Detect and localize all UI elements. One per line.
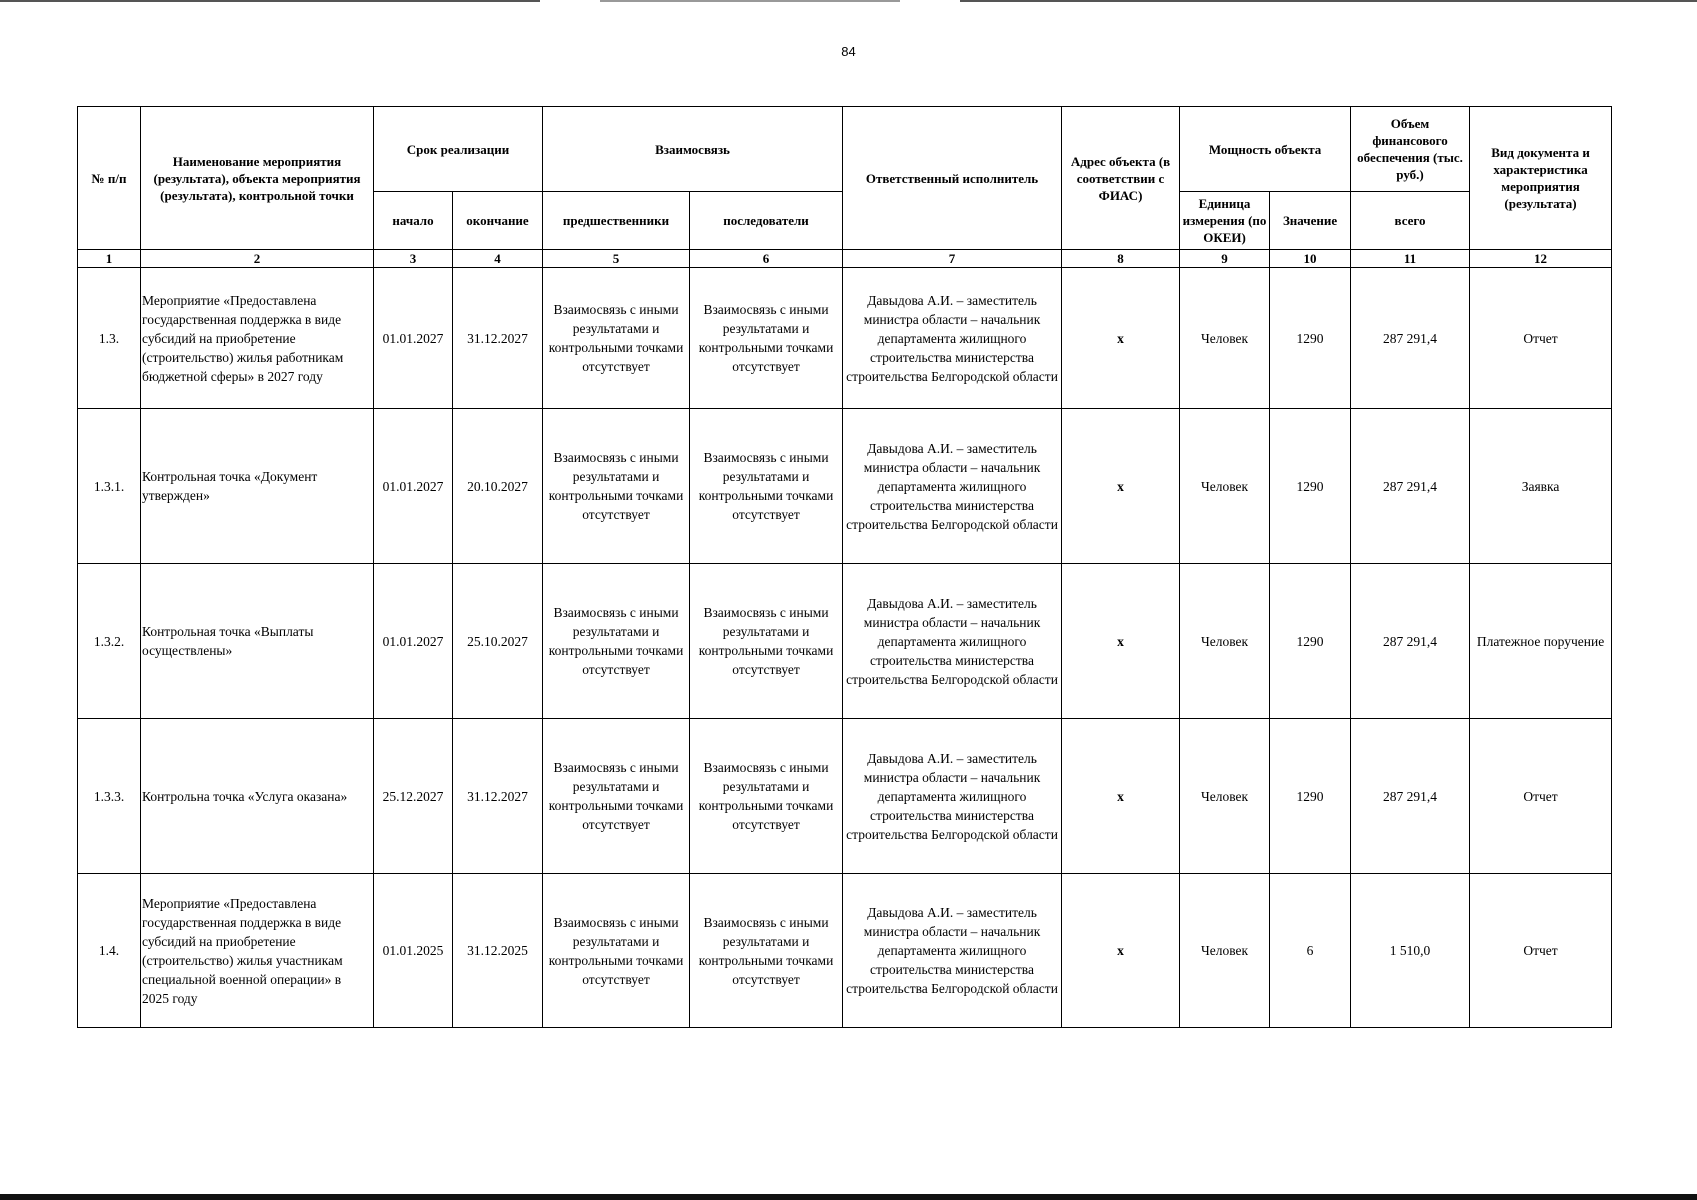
header-name: Наименование мероприятия (результата), объекта мероприятия (результата), контрольной точки <box>141 107 374 250</box>
cell-value: 1290 <box>1270 268 1351 409</box>
table-row <box>78 268 1612 409</box>
scan-top-edge-left <box>0 0 540 2</box>
cell-num: 1.3.2. <box>78 564 141 719</box>
column-number: 3 <box>374 250 453 268</box>
cell-unit: Человек <box>1180 564 1270 719</box>
page-number: 84 <box>841 44 856 59</box>
column-number: 7 <box>843 250 1062 268</box>
cell-value: 1290 <box>1270 564 1351 719</box>
cell-predecessors: Взаимосвязь с иными результатами и контрольными точками отсутствует <box>543 874 690 1028</box>
header-doc: Вид документа и характеристика мероприятия (результата) <box>1470 107 1612 250</box>
cell-unit: Человек <box>1180 409 1270 564</box>
header-capacity-unit: Единица измерения (по ОКЕИ) <box>1180 192 1270 250</box>
cell-responsible: Давыдова А.И. – заместитель министра области – начальник департамента жилищного строительства министерства строительства Белгородской области <box>843 874 1062 1028</box>
cell-successors: Взаимосвязь с иными результатами и контрольными точками отсутствует <box>690 719 843 874</box>
cell-num: 1.3.1. <box>78 409 141 564</box>
cell-num: 1.3.3. <box>78 719 141 874</box>
column-number: 6 <box>690 250 843 268</box>
table-row <box>78 564 1612 719</box>
table-row <box>78 409 1612 564</box>
header-relation-succ: последователи <box>690 192 843 250</box>
header-responsible: Ответственный исполнитель <box>843 107 1062 250</box>
cell-address: x <box>1062 719 1180 874</box>
cell-predecessors: Взаимосвязь с иными результатами и контрольными точками отсутствует <box>543 268 690 409</box>
cell-successors: Взаимосвязь с иными результатами и контрольными точками отсутствует <box>690 409 843 564</box>
scan-top-edge-right <box>960 0 1697 2</box>
table-row <box>78 874 1612 1028</box>
cell-address: x <box>1062 268 1180 409</box>
scan-top-edge-middle <box>600 0 900 2</box>
column-number: 5 <box>543 250 690 268</box>
cell-total: 287 291,4 <box>1351 719 1470 874</box>
cell-name: Контрольна точка «Услуга оказана» <box>141 719 374 874</box>
column-number: 12 <box>1470 250 1612 268</box>
header-capacity: Мощность объекта <box>1180 107 1351 192</box>
cell-doc: Отчет <box>1470 268 1612 409</box>
cell-address: x <box>1062 564 1180 719</box>
cell-predecessors: Взаимосвязь с иными результатами и контрольными точками отсутствует <box>543 409 690 564</box>
column-number: 10 <box>1270 250 1351 268</box>
header-period-start: начало <box>374 192 453 250</box>
cell-name: Контрольная точка «Выплаты осуществлены» <box>141 564 374 719</box>
header-period: Срок реализации <box>374 107 543 192</box>
header-finance: Объем финансового обеспечения (тыс. руб.) <box>1351 107 1470 192</box>
header-row-1 <box>78 107 1612 192</box>
cell-successors: Взаимосвязь с иными результатами и контрольными точками отсутствует <box>690 564 843 719</box>
cell-responsible: Давыдова А.И. – заместитель министра области – начальник департамента жилищного строительства министерства строительства Белгородской области <box>843 564 1062 719</box>
cell-responsible: Давыдова А.И. – заместитель министра области – начальник департамента жилищного строительства министерства строительства Белгородской области <box>843 719 1062 874</box>
header-relation: Взаимосвязь <box>543 107 843 192</box>
cell-total: 287 291,4 <box>1351 268 1470 409</box>
column-number: 11 <box>1351 250 1470 268</box>
cell-doc: Отчет <box>1470 719 1612 874</box>
cell-address: x <box>1062 409 1180 564</box>
cell-num: 1.3. <box>78 268 141 409</box>
column-number: 8 <box>1062 250 1180 268</box>
cell-unit: Человек <box>1180 719 1270 874</box>
cell-start: 01.01.2025 <box>374 874 453 1028</box>
cell-start: 01.01.2027 <box>374 409 453 564</box>
cell-total: 1 510,0 <box>1351 874 1470 1028</box>
cell-value: 6 <box>1270 874 1351 1028</box>
column-number: 1 <box>78 250 141 268</box>
cell-doc: Платежное поручение <box>1470 564 1612 719</box>
cell-num: 1.4. <box>78 874 141 1028</box>
cell-name: Мероприятие «Предоставлена государственная поддержка в виде субсидий на приобретение (строительство) жилья участникам специальной военной операции» в 2025 году <box>141 874 374 1028</box>
cell-name: Мероприятие «Предоставлена государственная поддержка в виде субсидий на приобретение (строительство) жилья работникам бюджетной сферы» в 2027 году <box>141 268 374 409</box>
cell-predecessors: Взаимосвязь с иными результатами и контрольными точками отсутствует <box>543 564 690 719</box>
cell-name: Контрольная точка «Документ утвержден» <box>141 409 374 564</box>
cell-value: 1290 <box>1270 719 1351 874</box>
table-row <box>78 719 1612 874</box>
cell-responsible: Давыдова А.И. – заместитель министра области – начальник департамента жилищного строительства министерства строительства Белгородской области <box>843 268 1062 409</box>
cell-end: 31.12.2025 <box>453 874 543 1028</box>
cell-start: 25.12.2027 <box>374 719 453 874</box>
header-capacity-value: Значение <box>1270 192 1351 250</box>
cell-end: 25.10.2027 <box>453 564 543 719</box>
column-number: 2 <box>141 250 374 268</box>
cell-value: 1290 <box>1270 409 1351 564</box>
header-period-end: окончание <box>453 192 543 250</box>
cell-address: x <box>1062 874 1180 1028</box>
column-number: 9 <box>1180 250 1270 268</box>
header-num: № п/п <box>78 107 141 250</box>
column-number: 4 <box>453 250 543 268</box>
activities-table <box>77 106 1612 1028</box>
scan-bottom-edge <box>0 1194 1697 1200</box>
cell-unit: Человек <box>1180 268 1270 409</box>
column-number-row <box>78 250 1612 268</box>
cell-end: 31.12.2027 <box>453 268 543 409</box>
cell-unit: Человек <box>1180 874 1270 1028</box>
cell-successors: Взаимосвязь с иными результатами и контрольными точками отсутствует <box>690 874 843 1028</box>
cell-predecessors: Взаимосвязь с иными результатами и контрольными точками отсутствует <box>543 719 690 874</box>
cell-doc: Заявка <box>1470 409 1612 564</box>
cell-end: 20.10.2027 <box>453 409 543 564</box>
cell-responsible: Давыдова А.И. – заместитель министра области – начальник департамента жилищного строительства министерства строительства Белгородской области <box>843 409 1062 564</box>
cell-total: 287 291,4 <box>1351 409 1470 564</box>
header-finance-total: всего <box>1351 192 1470 250</box>
cell-total: 287 291,4 <box>1351 564 1470 719</box>
cell-end: 31.12.2027 <box>453 719 543 874</box>
cell-doc: Отчет <box>1470 874 1612 1028</box>
header-relation-pred: предшественники <box>543 192 690 250</box>
header-address: Адрес объекта (в соответствии с ФИАС) <box>1062 107 1180 250</box>
cell-successors: Взаимосвязь с иными результатами и контрольными точками отсутствует <box>690 268 843 409</box>
cell-start: 01.01.2027 <box>374 268 453 409</box>
cell-start: 01.01.2027 <box>374 564 453 719</box>
